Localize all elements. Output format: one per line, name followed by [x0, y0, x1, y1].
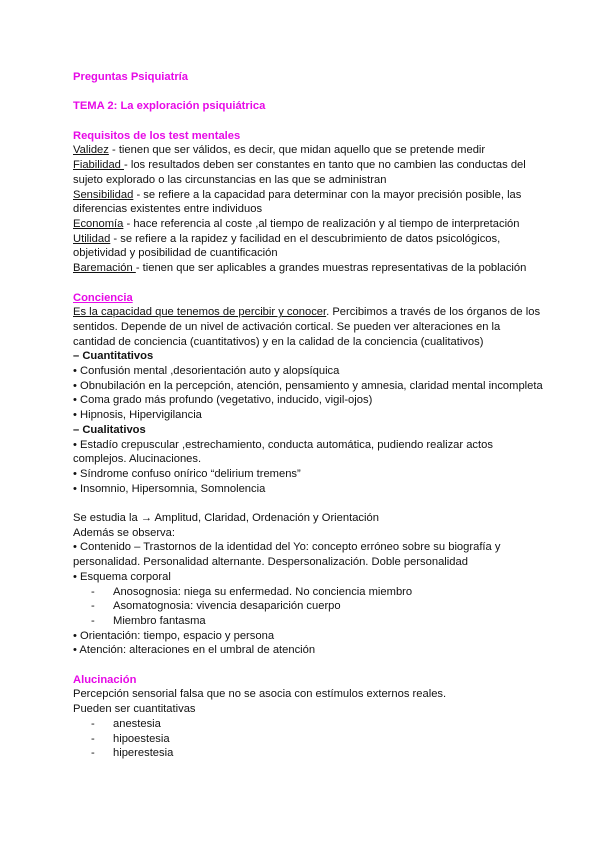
requisitos-heading: Requisitos de los test mentales — [73, 129, 241, 142]
requisito-text: - los resultados deben ser constantes en tanto que no cambien las conductas del sujeto explorado o las circunstancias en las que se administran — [73, 159, 526, 186]
sublist-text: anestesia — [113, 717, 161, 730]
requisito-item — [73, 232, 543, 261]
orientacion-item: • Orientación: tiempo, espacio y persona — [73, 629, 275, 642]
dash-bullet: - — [91, 747, 95, 760]
dash-bullet: - — [91, 585, 95, 598]
dash-bullet: - — [91, 600, 95, 613]
sublist-item — [73, 599, 543, 614]
list-item: • Hipnosis, Hipervigilancia — [73, 409, 202, 422]
document-title: Preguntas Psiquiatría — [73, 71, 189, 83]
alucinacion-heading: Alucinación — [73, 673, 137, 686]
requisito-item — [73, 158, 543, 187]
sublist-item — [73, 614, 543, 629]
requisitos-list — [73, 143, 543, 275]
requisito-term: Fiabilidad — [73, 159, 124, 172]
sublist-item — [73, 585, 543, 600]
document-body — [73, 70, 543, 761]
conciencia-definition — [73, 305, 543, 349]
requisito-text: - se refiere a la capacidad para determinar con la mayor precisión posible, las diferencias existentes entre individuos — [73, 188, 522, 216]
list-item: • Síndrome confuso onírico “delirium tremens” — [73, 467, 301, 480]
sublist-text: hiperestesia — [113, 747, 174, 760]
list-item: • Coma grado más profundo (vegetativo, inducido, vigil-ojos) — [73, 394, 373, 407]
dash-bullet: - — [91, 717, 95, 730]
requisito-item — [73, 217, 543, 232]
dash-bullet: - — [91, 732, 95, 745]
sublist-item — [73, 746, 543, 761]
alucinacion-cuantitativas: Pueden ser cuantitativas — [73, 703, 196, 716]
section-tema-heading: TEMA 2: La exploración psiquiátrica — [73, 100, 266, 113]
list-item: • Estadío crepuscular ,estrechamiento, conducta automática, pudiendo realizar actos complejos. Alucinaciones. — [73, 438, 493, 466]
requisito-item — [73, 188, 543, 217]
requisito-term: Utilidad — [73, 232, 111, 245]
cualitativos-label: – Cualitativos — [73, 423, 146, 436]
cuantitativos-label: – Cuantitativos — [73, 350, 154, 363]
list-item: • Confusión mental ,desorientación auto y alopsíquica — [73, 365, 340, 378]
estudia-line: Se estudia la → Amplitud, Claridad, Ordenación y Orientación — [73, 512, 379, 525]
sublist-item — [73, 732, 543, 747]
requisito-text: - tienen que ser válidos, es decir, que midan aquello que se pretende medir — [108, 144, 486, 157]
conciencia-heading: Conciencia — [73, 291, 133, 304]
atencion-item: • Atención: alteraciones en el umbral de atención — [73, 644, 316, 657]
requisito-text: - hace referencia al coste ,al tiempo de realización y al tiempo de interpretación — [123, 218, 520, 230]
sublist-text: Miembro fantasma — [113, 614, 206, 627]
list-item: • Insomnio, Hipersomnia, Somnolencia — [73, 482, 266, 495]
sublist-item — [73, 717, 543, 732]
conciencia-definition-underlined: Es la capacidad que tenemos de percibir y conocer — [73, 306, 327, 319]
requisito-term: Validez — [73, 144, 109, 157]
requisito-term: Baremación — [73, 262, 136, 275]
requisito-text: - tienen que ser aplicables a grandes muestras representativas de la población — [135, 262, 527, 275]
requisito-item — [73, 261, 543, 276]
sublist-text: Anosognosia: niega su enfermedad. No conciencia miembro — [113, 585, 413, 598]
sublist-text: hipoestesia — [113, 732, 170, 745]
conciencia-definition-rest: . Percibimos a través de los órganos de los sentidos. Depende de un nivel de activación cortical. Se pueden ver alteraciones en la cantidad de conciencia (cuantitativos) y en la calidad de la conciencia (cualitativos) — [73, 306, 541, 348]
requisito-text: - se refiere a la rapidez y facilidad en el descubrimiento de datos psicológicos, objetividad y posibilidad de cuantificación — [73, 232, 501, 260]
requisito-item — [73, 143, 543, 158]
requisito-term: Economía — [73, 218, 124, 230]
esquema-item: • Esquema corporal — [73, 570, 171, 583]
observa-line: Además se observa: — [73, 526, 175, 539]
list-item: • Obnubilación en la percepción, atención, pensamiento y amnesia, claridad mental incompleta — [73, 379, 543, 392]
sublist-text: Asomatognosia: vivencia desaparición cuerpo — [113, 600, 341, 613]
requisito-term: Sensibilidad — [73, 188, 134, 201]
contenido-item: • Contenido – Trastornos de la identidad del Yo: concepto erróneo sobre su biografía y personalidad. Personalidad alternante. Despersonalización. Doble personalidad — [73, 541, 501, 569]
dash-bullet: - — [91, 614, 95, 627]
alucinacion-definition: Percepción sensorial falsa que no se asocia con estímulos externos reales. — [73, 688, 447, 701]
